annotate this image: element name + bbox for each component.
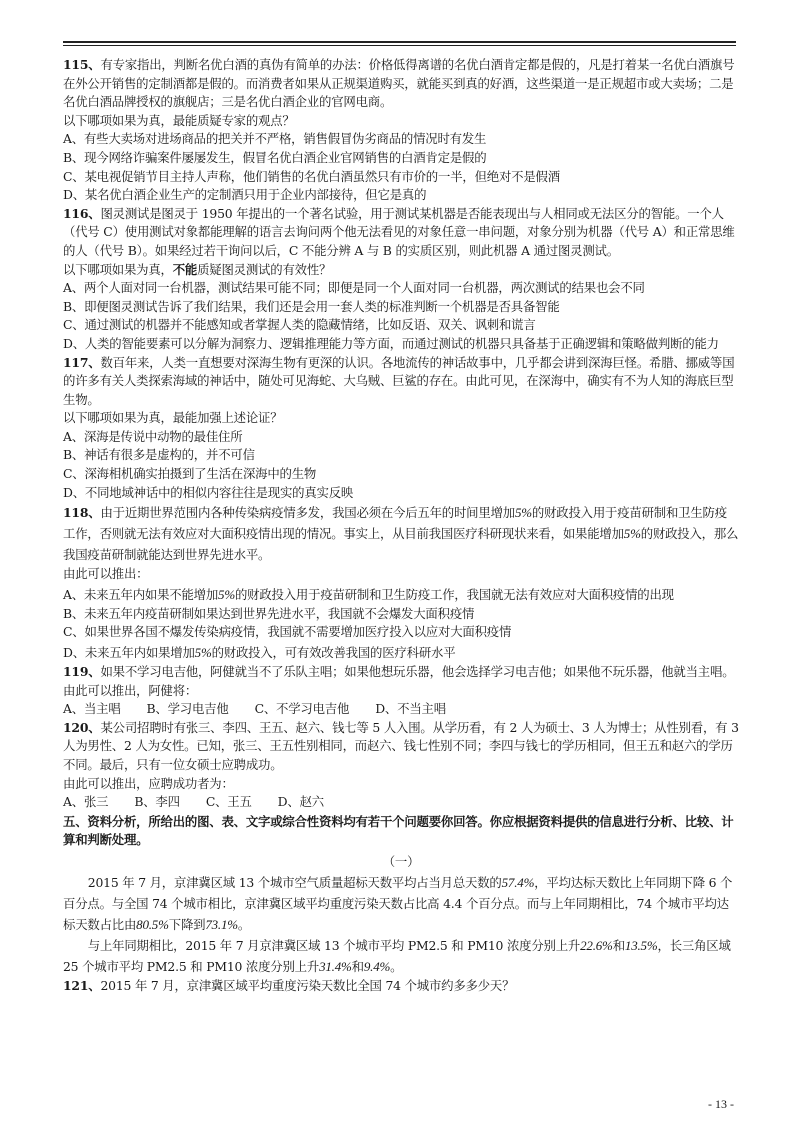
ask-emphasis: 不能 [172,261,198,277]
option-b: B、学习电吉他 [146,701,229,717]
data-paragraph-1 [63,872,739,935]
paragraph-text: 和 [351,958,364,974]
option-a: A、两个人面对同一台机器，测试结果可能不同；即便是同一个人面对同一台机器，两次测试的结果也会不同 [63,280,645,296]
percent-value: 22.6% [580,937,613,953]
options-row [63,700,739,719]
option-b: B、神话有很多是虚构的，并不可信 [63,447,255,463]
data-paragraph-2 [63,935,739,977]
option-a: A、张三 [63,794,109,810]
paragraph-text: 和 [612,937,625,953]
option-c: C、深海相机确实拍摄到了生活在深海中的生物 [63,466,317,482]
question-119-ask: 由此可以推出，阿健将： [63,682,198,698]
paragraph-text: ，长三角区域 25 个城市平均 PM2.5 和 PM10 浓度分别上升 [63,937,731,974]
option-b: B、现今网络诈骗案件屡屡发生，假冒名优白酒企业官网销售的白酒肯定是假的 [63,149,487,165]
question-text: 的财政投入用于疫苗研制和卫生防疫工作，否则就无法有效应对大面积疫情出现的情况。事实上，从目前我国医疗科研现状来看，如果能增加 [63,505,727,542]
option-b: B、未来五年内疫苗研制如果达到世界先进水平，我国就不会爆发大面积疫情 [63,605,475,621]
option-d: D、赵六 [277,794,324,810]
option-d: D、不当主唱 [375,701,446,717]
question-number: 118、 [63,505,101,521]
question-120-ask: 由此可以推出，应聘成功者为： [63,775,234,791]
option-c: C、不学习电吉他 [254,701,350,717]
option-d: D、不同地域神话中的相似内容往往是现实的真实反映 [63,484,354,500]
ask-text: 质疑图灵测试的有效性？ [197,261,332,277]
percent-value: 5% [218,586,235,602]
option-text: 的财政投入，可有效改善我国的医疗科研水平 [211,645,456,661]
percent-value: 5% [194,645,212,661]
page-number: - 13 - [708,1097,734,1111]
option-d [63,642,739,663]
header-rule-thin [63,45,736,46]
question-text: 由于近期世界范围内各种传染病疫情多发，我国必须在今后五年的时间里增加 [100,505,515,521]
percent-value: 31.4% [319,958,352,974]
question-120-stem [63,719,739,775]
page-content [63,56,739,995]
option-a [63,584,739,605]
option-c: C、通过测试的机器并不能感知或者掌握人类的隐藏情绪，比如反语、双关、讽刺和谎言 [63,317,536,333]
question-text: 如果不学习电吉他，阿健就当不了乐队主唱；如果他想玩乐器，他会选择学习电吉他；如果他不玩乐器，他就当主唱。 [100,664,735,680]
option-b: B、即便图灵测试告诉了我们结果，我们还是会用一套人类的标准判断一个机器是否具备智能 [63,298,560,314]
section-heading: 五、资料分析，所给出的图、表、文字或综合性资料均有若干个问题要你回答。你应根据资料提供的信息进行分析、比较、计算和判断处理。 [63,813,734,848]
question-121-stem [63,977,739,996]
question-116-stem [63,205,739,261]
options-row [63,793,739,812]
option-c: C、某电视促销节目主持人声称，他们销售的名优白酒虽然只有市价的一半，但绝对不是假酒 [63,168,560,184]
option-text: D、未来五年内如果增加 [63,645,195,661]
question-text: 图灵测试是图灵于 1950 年提出的一个著名试验，用于测试某机器是否能表现出与人相同或无法区分的智能。一个人（代号 C）使用测试对象都能理解的语言去询问两个他无法看见的对象任意一串问题，对象分别为机器（代号 A）和正常思维的人（代号 B）。如果经过若干询问以后，C 不能分辨 A 与 B 的实质区别，则此机器 A 通过图灵测试。 [63,205,735,258]
option-c: C、王五 [205,794,252,810]
question-115-stem [63,56,739,112]
question-116-ask [63,261,739,280]
option-text: 的财政投入用于疫苗研制和卫生防疫工作，我国就无法有效应对大面积疫情的出现 [234,586,674,602]
percent-value: 80.5% [136,916,169,932]
question-number: 115、 [63,57,101,72]
option-d: D、人类的智能要素可以分解为洞察力、逻辑推理能力等方面，而通过测试的机器只具备基于正确逻辑和策略做判断的能力 [63,335,719,351]
question-number: 119、 [63,664,101,680]
question-text: 某公司招聘时有张三、李四、王五、赵六、钱七等 5 人入围。从学历看，有 2 人为硕士、3 人为博士；从性别看，有 3 人为男性、2 人为女性。已知，张三、王五性别相同，而赵六、钱七性别不同；李四与钱七的学历相同，但王五和赵六的学历不同。最后，只有一位女硕士应聘成功。 [63,719,739,772]
option-d: D、某名优白酒企业生产的定制酒只用于企业内部接待，但它是真的 [63,187,427,203]
part-label: （一） [382,853,420,869]
question-number: 120、 [63,719,101,735]
ask-text: 以下哪项如果为真， [63,261,173,277]
paragraph-text: ，平均达标天数比上年同期下降 6 个百分点。与全国 74 个城市相比，京津冀区域平均重度污染天数占比高 4.4 个百分点。而与上年同期相比，74 个城市平均达标天数占比由 [63,874,733,932]
header-rule-thick [63,41,736,43]
paragraph-text: 。 [390,958,403,974]
question-115-ask: 以下哪项如果为真，最能质疑专家的观点？ [63,112,295,128]
question-119-stem [63,663,739,682]
option-a: A、当主唱 [63,701,121,717]
paragraph-text: 与上年同期相比，2015 年 7 月京津冀区域 13 个城市平均 PM2.5 和 PM10 浓度分别上升 [87,937,581,953]
percent-value: 57.4% [501,874,535,890]
percent-value: 5% [623,526,641,542]
question-text: 2015 年 7 月，京津冀区域平均重度污染天数比全国 74 个城市约多多少天？ [100,977,515,993]
question-117-ask: 以下哪项如果为真，最能加强上述论证？ [63,410,283,426]
paragraph-text: 。 [237,916,251,932]
question-number: 121、 [63,977,101,993]
question-118-ask: 由此可以推出： [63,566,149,582]
question-text: 的财政投入，那么我国疫苗研制就能达到世界先进水平。 [63,526,739,563]
percent-value: 13.5% [624,937,658,953]
percent-value: 5% [514,505,532,521]
option-a: A、有些大卖场对进场商品的把关并不严格，销售假冒伪劣商品的情况时有发生 [63,131,487,147]
paragraph-text: 下降到 [168,916,206,932]
percent-value: 73.1% [205,916,238,932]
question-text: 有专家指出，判断名优白酒的真伪有简单的办法：价格低得离谱的名优白酒肯定都是假的，凡是打着某一名优白酒旗号在外公开销售的定制酒都是假的。而消费者如果从正规渠道购买，就能买到真的好酒，这些渠道一是正规超市或大卖场；二是名优白酒品牌授权的旗舰店；三是名优白酒企业的官网电商。 [63,57,735,110]
option-text: A、未来五年内如果不能增加 [63,586,219,602]
question-117-stem [63,354,739,410]
question-number: 117、 [63,354,101,370]
question-number: 116、 [63,205,101,221]
percent-value: 9.4% [363,958,391,974]
option-a: A、深海是传说中动物的最佳住所 [63,428,243,444]
option-b: B、李四 [134,794,180,810]
question-text: 数百年来，人类一直想要对深海生物有更深的认识。各地流传的神话故事中，几乎都会讲到深海巨怪。希腊、挪威等国的许多有关人类探索海域的神话中，随处可见海蛇、大乌贼、巨鲨的存在。由此可见，在深海中，确实有不为人知的海底巨型生物。 [63,354,735,407]
option-c: C、如果世界各国不爆发传染病疫情，我国就不需要增加医疗投入以应对大面积疫情 [63,624,512,640]
question-118-stem [63,502,739,565]
paragraph-text: 2015 年 7 月，京津冀区域 13 个城市空气质量超标天数平均占当月总天数的 [87,874,502,890]
